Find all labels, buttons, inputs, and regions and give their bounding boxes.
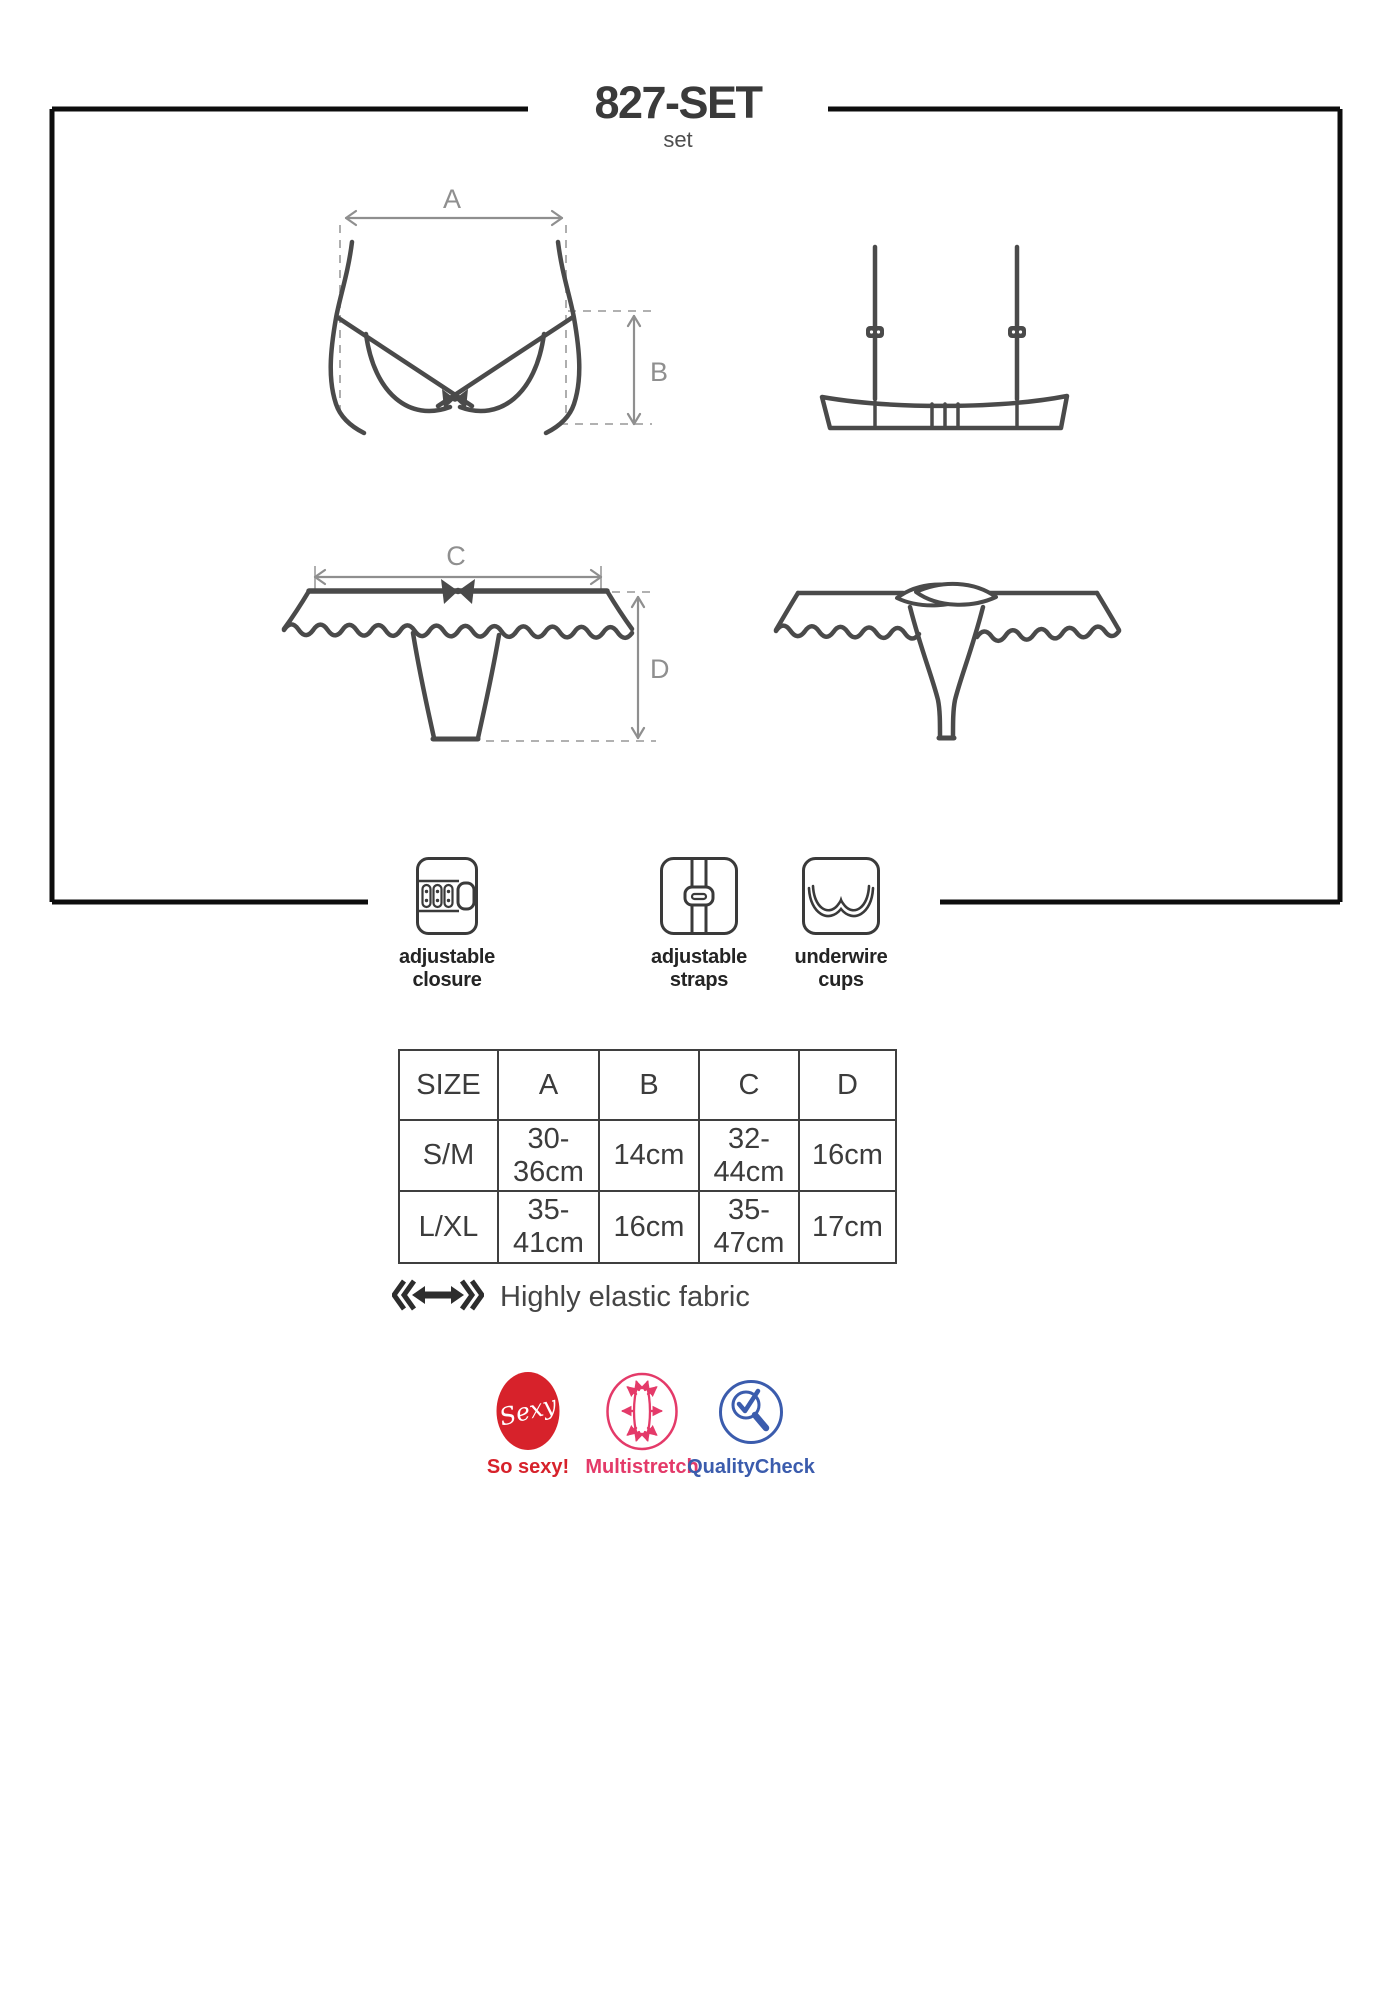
strap-slider-icon	[659, 856, 739, 936]
cell-c: 35-47cm	[699, 1191, 799, 1263]
quality-check-badge-label: QualityCheck	[687, 1456, 815, 1478]
cell-d: 17cm	[799, 1191, 896, 1263]
dimension-guides	[340, 225, 656, 741]
panties-back-view	[776, 584, 1119, 738]
cell-d: 16cm	[799, 1120, 896, 1191]
dimension-labels	[443, 184, 670, 684]
quality-check-badge-icon	[717, 1378, 785, 1448]
feature-label-line1: adjustable	[651, 946, 747, 968]
bra-bow	[442, 389, 468, 409]
cell-c: 32-44cm	[699, 1120, 799, 1191]
header-size: SIZE	[399, 1050, 498, 1120]
sexy-badge-icon	[495, 1371, 561, 1451]
header-c: C	[699, 1050, 799, 1120]
underwire-cups-icon	[801, 856, 881, 936]
feature-label-line1: underwire	[794, 946, 888, 968]
cell-size: S/M	[399, 1120, 498, 1191]
cell-b: 14cm	[599, 1120, 699, 1191]
page-subtitle: set	[663, 127, 693, 152]
dim-a-label: A	[442, 184, 462, 214]
crossed-straps-detail	[897, 584, 996, 606]
table-row	[399, 1191, 896, 1263]
table-header-row	[399, 1050, 896, 1120]
feature-adjustable-closure	[362, 856, 532, 992]
bra-front-view	[331, 242, 580, 433]
page-title: 827-SET	[594, 77, 762, 128]
feature-label	[756, 946, 926, 992]
dim-c-arrow	[315, 570, 601, 584]
panties-front-view	[284, 579, 632, 739]
elastic-fabric-note: Highly elastic fabric	[500, 1281, 750, 1313]
header-a: A	[498, 1050, 599, 1120]
dimension-arrows	[315, 211, 644, 738]
dim-d-arrow	[632, 597, 644, 738]
size-table	[398, 1049, 897, 1264]
feature-underwire-cups	[756, 856, 926, 992]
dim-c-label: C	[446, 541, 466, 571]
strap-sliders	[866, 326, 1026, 338]
feature-label-line1: adjustable	[399, 946, 495, 968]
header-b: B	[599, 1050, 699, 1120]
cell-size: L/XL	[399, 1191, 498, 1263]
hook-closure-icon	[415, 856, 479, 936]
feature-label-line2: cups	[818, 969, 864, 991]
dim-b-arrow	[628, 316, 640, 424]
header-d: D	[799, 1050, 896, 1120]
spec-border	[52, 109, 1340, 902]
multistretch-badge-label: Multistretch	[585, 1456, 699, 1478]
table-row	[399, 1120, 896, 1191]
sexy-badge-label: So sexy!	[486, 1456, 570, 1478]
multistretch-badge-icon	[605, 1372, 679, 1451]
feature-label-line2: closure	[412, 969, 482, 991]
dim-d-label: D	[650, 654, 670, 684]
feature-label	[362, 946, 532, 992]
stretch-arrows-icon	[392, 1277, 484, 1313]
sexy-badge-text: Sexy	[496, 1390, 560, 1432]
cell-a: 30-36cm	[498, 1120, 599, 1191]
feature-label-line2: straps	[669, 969, 729, 991]
dim-b-label: B	[650, 357, 669, 387]
panties-bow	[441, 579, 475, 604]
cell-a: 35-41cm	[498, 1191, 599, 1263]
bra-back-view	[822, 247, 1067, 428]
cell-b: 16cm	[599, 1191, 699, 1263]
title-block	[528, 78, 828, 152]
